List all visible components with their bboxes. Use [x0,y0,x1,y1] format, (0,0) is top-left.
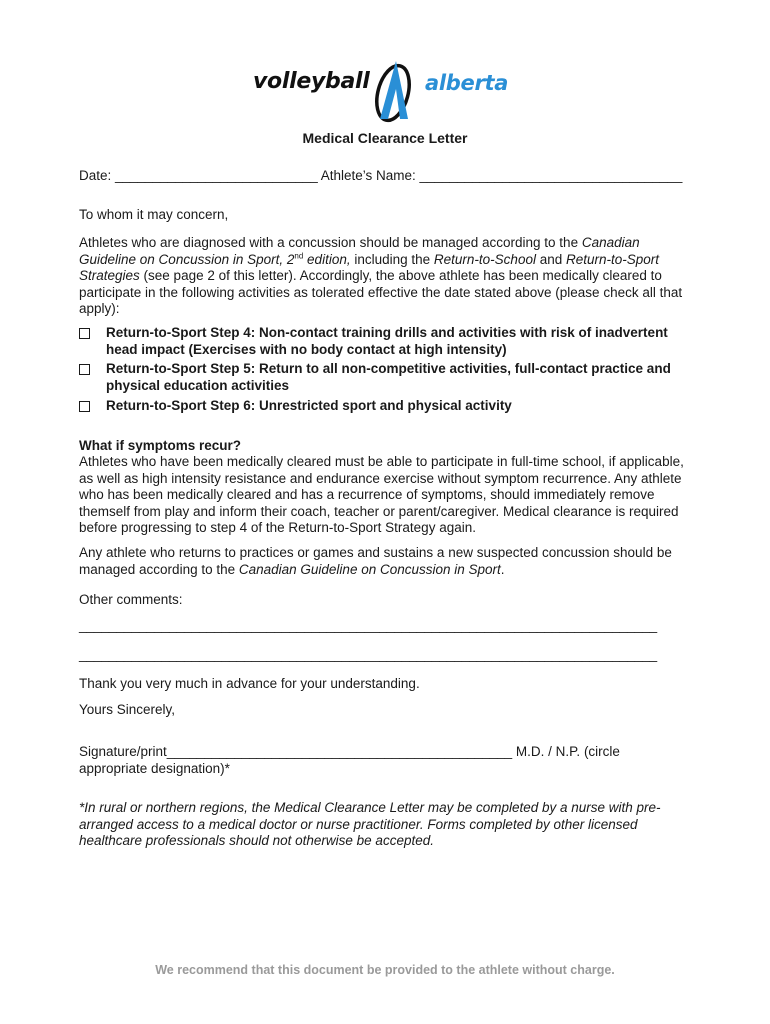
comment-line-2[interactable]: _____________________________________________________________________________ [79,647,658,662]
volleyball-alberta-logo [253,55,513,127]
signature-line[interactable]: Signature/print______________________________________________ M.D. / N.P. (circle appropriate designation)* [79,744,620,776]
closing-line: Yours Sincerely, [79,702,176,717]
checkbox-step-5[interactable]: Return-to-Sport Step 5: Return to all non-competitive activities, full-contact practice and physical education activities [79,361,699,394]
checkbox-icon[interactable] [79,401,90,412]
page-title: Medical Clearance Letter [302,130,468,146]
checkbox-step-4[interactable]: Return-to-Sport Step 4: Non-contact training drills and activities with risk of inadvertent head impact (Exercises with no body contact at high intensity) [79,325,699,358]
thanks-line: Thank you very much in advance for your understanding. [79,676,420,691]
new-concussion-paragraph: Any athlete who returns to practices or games and sustains a new suspected concussion should be managed according to the Canadian Guideline on Concussion in Sport. [79,545,672,577]
checkbox-step-6[interactable]: Return-to-Sport Step 6: Unrestricted sport and physical activity [79,398,699,415]
salutation: To whom it may concern, [79,207,229,222]
other-comments-label: Other comments: [79,592,183,607]
logo-a-mark-icon [366,55,422,127]
logo-text-alberta: alberta [425,71,509,95]
checkbox-icon[interactable] [79,364,90,375]
symptoms-paragraph: Athletes who have been medically cleared must be able to participate in full-time school, if applicable, as well as high intensity resistance and endurance exercise without symptom recurrence. Any athlete who has been medically cleared and has a recurrence of symptoms, should immediately remove themself from play and inform their coach, teacher or parent/caregiver. Medical clearance is required before progressing to step 4 of the Return-to-Sport Strategy again. [79,454,684,536]
date-athlete-line: Date: ___________________________ Athlete’s Name: ___________________________________ [79,168,683,183]
footnote: *In rural or northern regions, the Medical Clearance Letter may be completed by a nurse with pre-arranged access to a medical doctor or nurse practitioner. Forms completed by other licensed healthcare professionals should not otherwise be accepted. [79,800,661,849]
checkbox-icon[interactable] [79,328,90,339]
logo-text-volleyball: volleyball [253,69,370,94]
symptoms-heading: What if symptoms recur? [79,438,242,453]
comment-line-1[interactable]: _____________________________________________________________________________ [79,618,658,633]
footer-note: We recommend that this document be provided to the athlete without charge. [155,963,615,977]
intro-paragraph: Athletes who are diagnosed with a concussion should be managed according to the Canadian Guideline on Concussion in Sport, 2nd edition, including the Return-to-School and Return-to-Sport Strategies (see page 2 of this letter). Accordingly, the above athlete has been medically cleared to participate in the following activities as tolerated effective the date stated above (please check all that apply): [79,235,683,317]
